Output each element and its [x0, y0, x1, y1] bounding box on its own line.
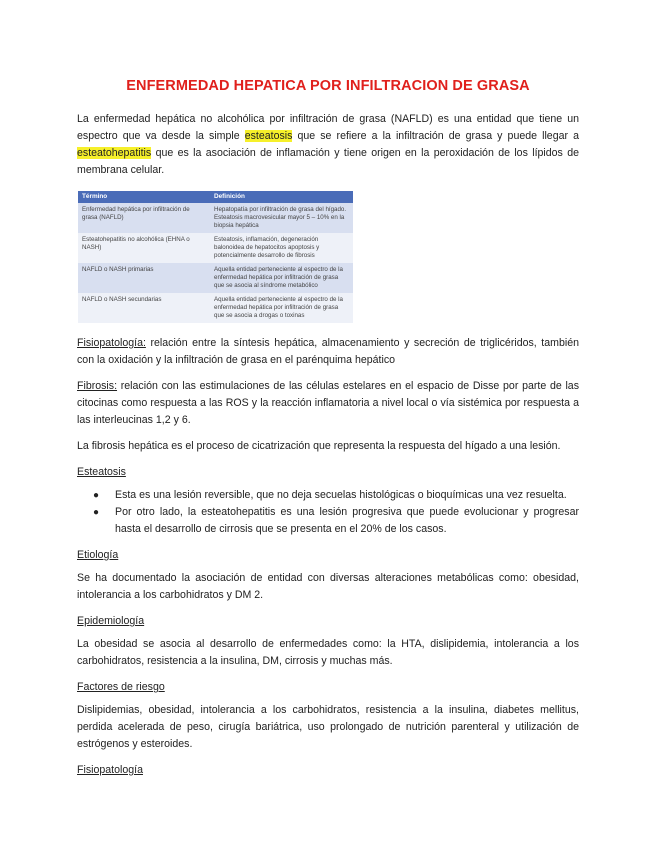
- highlight-esteatosis: esteatosis: [244, 130, 293, 142]
- table-row: [78, 203, 353, 233]
- fisiopatologia-heading: Fisiopatología: [77, 764, 143, 776]
- fibrosis-label: Fibrosis:: [77, 380, 118, 392]
- fisiopatologia-paragraph: [77, 335, 579, 369]
- fisiopatologia-text: relación entre la síntesis hepática, almacenamiento y secreción de triglicéridos, también con la oxidación y la infiltración de grasa en el parénquima hepático: [77, 337, 579, 366]
- table-cell-term: NAFLD o NASH secundarias: [78, 293, 210, 323]
- table-cell-definition: Aquella entidad perteneciente al espectro de la enfermedad hepática por infiltración de grasa que se asocia al síndrome metabólico: [210, 263, 353, 293]
- table-row: [78, 263, 353, 293]
- etiologia-heading: Etiología: [77, 549, 119, 561]
- table-row: [78, 233, 353, 263]
- esteatosis-heading: Esteatosis: [77, 466, 126, 478]
- intro-text-2: que se refiere a la infiltración de grasa y puede llegar a: [292, 130, 579, 142]
- factores-heading: Factores de riesgo: [77, 681, 165, 693]
- bullet-icon: ●: [93, 490, 100, 501]
- table-cell-definition: Aquella entidad perteneciente al espectro de la enfermedad hepática por infiltración de grasa que se asocia a drogas o toxinas: [210, 293, 353, 323]
- table-header-term: Término: [78, 191, 210, 203]
- list-item-text: Esta es una lesión reversible, que no deja secuelas histológicas o bioquímicas una vez resuelta.: [115, 489, 567, 501]
- list-item: [77, 487, 579, 504]
- fibrosis-hepatica-paragraph: La fibrosis hepática es el proceso de cicatrización que representa la respuesta del hígado a una lesión.: [77, 440, 561, 452]
- document-title: ENFERMEDAD HEPATICA POR INFILTRACION DE GRASA: [126, 78, 530, 94]
- table-cell-term: Esteatohepatitis no alcohólica (EHNA o NASH): [78, 233, 210, 263]
- table-header-row: [78, 191, 353, 203]
- table-row: [78, 293, 353, 323]
- esteatosis-list: [77, 487, 579, 538]
- fisiopatologia-label: Fisiopatología:: [77, 337, 146, 349]
- definitions-table: [78, 191, 353, 323]
- table-cell-term: Enfermedad hepática por infiltración de grasa (NAFLD): [78, 203, 210, 233]
- etiologia-paragraph: Se ha documentado la asociación de entidad con diversas alteraciones metabólicas como: obesidad, intolerancia a los carbohidratos y DM 2.: [77, 572, 579, 601]
- table-cell-definition: Esteatosis, inflamación, degeneración balonoidea de hepatocitos apoptosis y potencialmente desarrollo de fibrosis: [210, 233, 353, 263]
- intro-text-3: que es la asociación de inflamación y tiene origen en la peroxidación de los lípidos de membrana celular.: [77, 147, 579, 176]
- fibrosis-text: relación con las estimulaciones de las células estelares en el espacio de Disse por parte de las citocinas como respuesta a las ROS y la reacción inflamatoria a nivel local o vía sistémica por respuesta a las interleucinas 1,2 y 6.: [77, 380, 579, 426]
- bullet-icon: ●: [93, 507, 100, 518]
- table-header-definition: Definición: [210, 191, 353, 203]
- epidemiologia-heading: Epidemiología: [77, 615, 145, 627]
- list-item: [77, 504, 579, 538]
- intro-paragraph: [77, 111, 579, 179]
- table-cell-definition: Hepatopatía por infiltración de grasa del hígado. Esteatosis macrovesicular mayor 5 – 10% en la biopsia hepática: [210, 203, 353, 233]
- factores-paragraph: Dislipidemias, obesidad, intolerancia a los carbohidratos, resistencia a la insulina, diabetes mellitus, perdida acelerada de peso, cirugía bariátrica, uso prolongado de nutrición parenteral y utilización de estrógenos y esteroides.: [77, 704, 579, 750]
- intro-text-1: La enfermedad hepática no alcohólica por infiltración de grasa (NAFLD) es una entidad que tiene un espectro que va desde la simple: [77, 113, 579, 142]
- epidemiologia-paragraph: La obesidad se asocia al desarrollo de enfermedades como: la HTA, dislipidemia, intolerancia a los carbohidratos, resistencia a la insulina, DM, cirrosis y muchas más.: [77, 638, 579, 667]
- list-item-text: Por otro lado, la esteatohepatitis es una lesión progresiva que puede evolucionar y progresar hasta el desarrollo de cirrosis que se presenta en el 20% de los casos.: [115, 506, 579, 535]
- fibrosis-paragraph: [77, 378, 579, 429]
- table-cell-term: NAFLD o NASH primarias: [78, 263, 210, 293]
- document-page: [77, 78, 579, 785]
- highlight-esteatohepatitis: esteatohepatitis: [77, 147, 152, 159]
